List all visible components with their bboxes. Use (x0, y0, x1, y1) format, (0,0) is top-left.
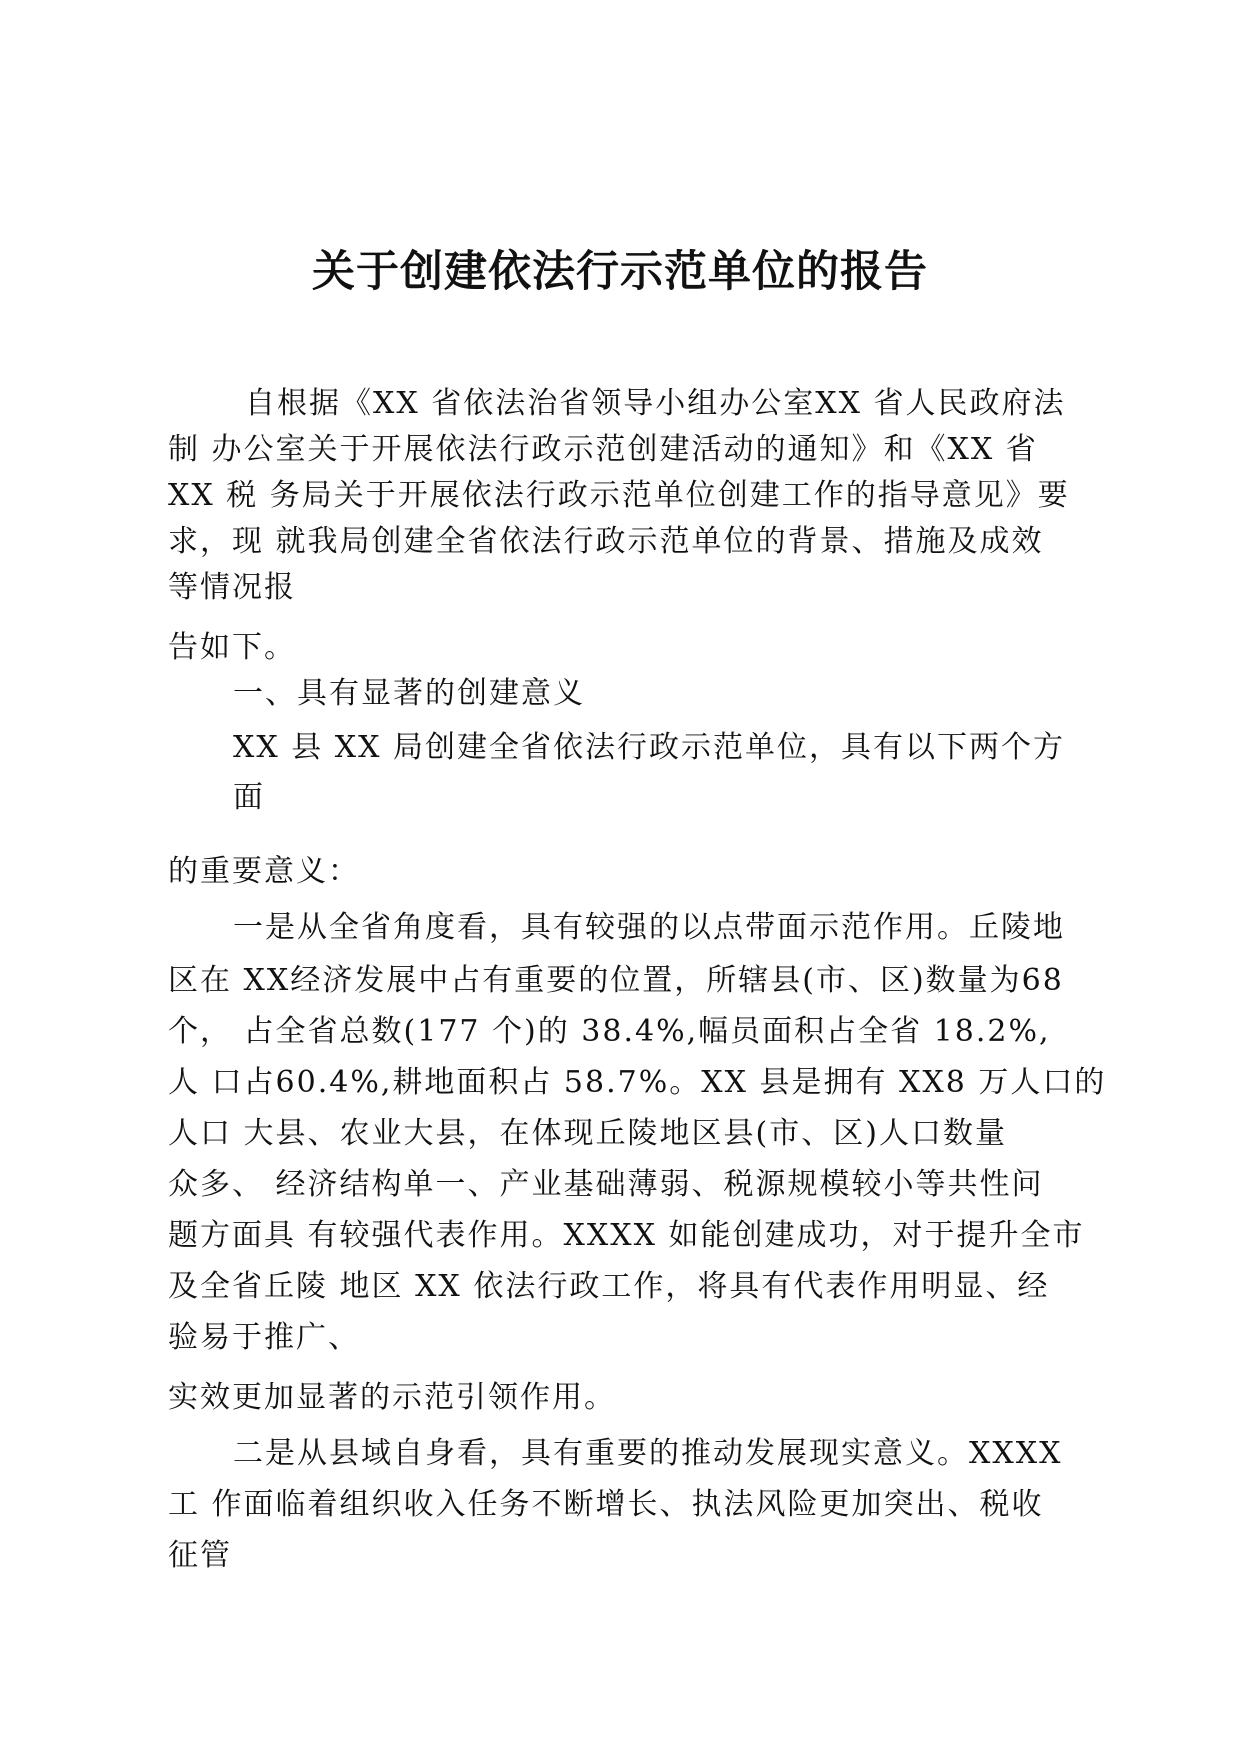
body-line: XX 税 务局关于开展依法行政示范单位创建工作的指导意见》要 (168, 478, 1070, 513)
body-line: 制 办公室关于开展依法行政示范创建活动的通知》和《XX 省 (168, 432, 1038, 467)
body-line: 人口 大县、农业大县，在体现丘陵地区县(市、区)人口数量 (168, 1116, 1007, 1151)
body-line: 及全省丘陵 地区 XX 依法行政工作，将具有代表作用明显、经 (168, 1269, 1050, 1304)
body-line: 区在 XX经济发展中占有重要的位置，所辖县(市、区)数量为68 (168, 963, 1064, 998)
body-line: 自根据《XX 省依法治省领导小组办公室XX 省人民政府法 (245, 386, 1066, 421)
body-line: 人 口占60.4%,耕地面积占 58.7%。XX 县是拥有 XX8 万人口的 (168, 1065, 1107, 1100)
body-line: 众多、 经济结构单一、产业基础薄弱、税源规模较小等共性问 (168, 1167, 1044, 1202)
body-line: 等情况报 (168, 570, 296, 605)
body-line: 工 作面临着组织收入任务不断增长、执法风险更加突出、税收 (168, 1487, 1044, 1522)
section-heading: 一、具有显著的创建意义 (233, 676, 585, 711)
body-line: 一是从全省角度看，具有较强的以点带面示范作用。丘陵地 (233, 910, 1065, 945)
body-line: 的重要意义： (168, 854, 360, 889)
document-title: 关于创建依法行示范单位的报告 (312, 247, 928, 297)
body-line: 求，现 就我局创建全省依法行政示范单位的背景、措施及成效 (168, 524, 1044, 559)
body-line: 面 (233, 780, 265, 815)
body-line: 征管 (168, 1538, 232, 1573)
body-line: 个， 占全省总数(177 个)的 38.4%,幅员面积占全省 18.2%, (168, 1014, 1051, 1049)
body-line: XX 县 XX 局创建全省依法行政示范单位，具有以下两个方 (233, 730, 1066, 765)
body-line: 告如下。 (168, 630, 296, 665)
body-line: 题方面具 有较强代表作用。XXXX 如能创建成功，对于提升全市 (168, 1218, 1085, 1253)
body-line: 二是从县域自身看，具有重要的推动发展现实意义。XXXX (233, 1436, 1063, 1471)
body-line: 实效更加显著的示范引领作用。 (168, 1380, 616, 1415)
body-line: 验易于推广、 (168, 1320, 360, 1355)
